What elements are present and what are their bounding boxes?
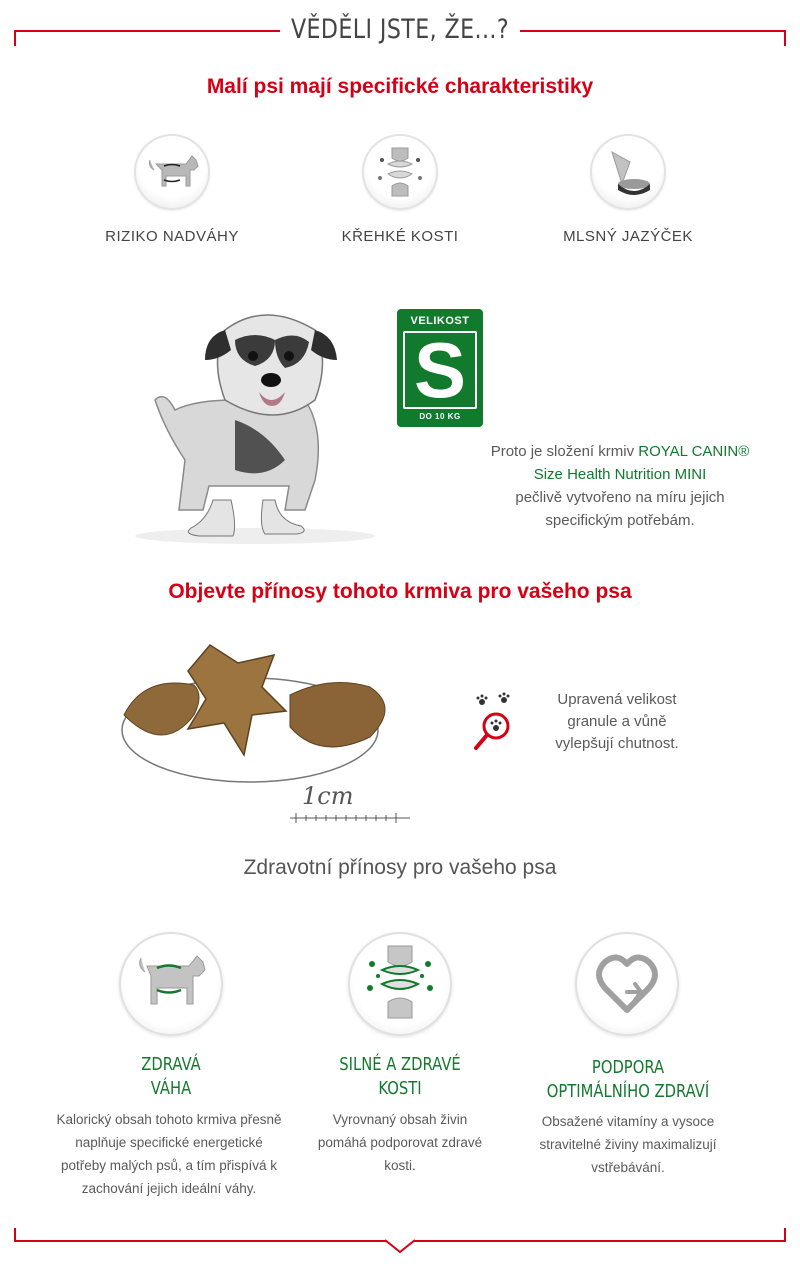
discover-heading: Objevte přínosy tohoto krmiva pro vašeho psa: [168, 580, 632, 603]
proto-product: Size Health Nutrition MINI: [533, 466, 707, 483]
benefit-title-bones-line2: KOSTI: [378, 1078, 422, 1099]
benefit-title-weight-line1: ZDRAVÁ: [141, 1054, 201, 1075]
size-badge-top-label: VELIKOST: [410, 315, 470, 327]
strong-bones-icon: [348, 932, 452, 1036]
benefit-title-weight-line2: VÁHA: [150, 1078, 192, 1099]
kibble-taste-icon: [472, 692, 520, 752]
benefit-title-bones: [302, 1053, 499, 1101]
page-title: VĚDĚLI JSTE, ŽE...?: [290, 14, 510, 45]
benefit-desc-health: Obsažené vitamíny a vysoce stravitelné živiny maximalizují vstřebávání.: [539, 1114, 717, 1175]
size-badge-bottom-label: DO 10 KG: [419, 412, 461, 421]
characteristic-label-picky: MLSNÝ JAZÝČEK: [563, 228, 693, 245]
benefit-title-weight: [73, 1053, 270, 1101]
benefit-title-bones-line1: SILNÉ A ZDRAVÉ: [339, 1054, 461, 1075]
size-badge: [397, 309, 483, 427]
dog-weight-icon: [134, 134, 210, 210]
puppy-image: [125, 300, 385, 550]
food-bowl-icon: [590, 134, 666, 210]
characteristic-label-weight: RIZIKO NADVÁHY: [105, 228, 239, 245]
joint-bone-icon: [362, 134, 438, 210]
benefit-desc-bones: Vyrovnaný obsah živin pomáhá podporovat zdravé kosti.: [317, 1112, 483, 1173]
intro-heading: Malí psi mají specifické charakteristiky: [206, 75, 594, 98]
proto-text-pre: Proto je složení krmiv: [490, 443, 639, 460]
proto-brand: ROYAL CANIN®: [638, 443, 750, 460]
characteristic-label-bones: KŘEHKÉ KOSTI: [341, 228, 459, 245]
header-frame-left-tick: [14, 30, 16, 46]
size-badge-letter: S: [413, 326, 467, 414]
kibble-image: [110, 625, 420, 830]
benefit-desc-weight: Kalorický obsah tohoto krmiva přesně naplňuje specifické energetické potřeby malých psů, a tím přispívá k zachování jejich ideální váhy.: [56, 1112, 282, 1196]
footer-chevron-icon: [384, 1238, 416, 1254]
footer-frame-left: [14, 1240, 386, 1242]
healthy-weight-icon: [119, 932, 223, 1036]
heart-health-icon: [575, 932, 679, 1036]
kibble-text: Upravená velikost granule a vůně vylepšují chutnost.: [555, 691, 679, 752]
header-frame-right-tick: [784, 30, 786, 46]
benefit-title-health-line1: PODPORA: [591, 1057, 665, 1078]
footer-frame-right-tick: [784, 1228, 786, 1242]
proto-text-post: pečlivě vytvořeno na míru jejich specifickým potřebám.: [515, 489, 725, 529]
footer-frame-right: [414, 1240, 786, 1242]
benefit-title-health: [530, 1056, 727, 1104]
proto-text: [470, 440, 770, 532]
benefit-title-health-line2: OPTIMÁLNÍHO ZDRAVÍ: [546, 1081, 710, 1102]
health-heading: Zdravotní přínosy pro vašeho psa: [243, 856, 557, 879]
kibble-scale-label: 1cm: [302, 782, 354, 810]
size-badge-frame: [403, 326, 477, 414]
